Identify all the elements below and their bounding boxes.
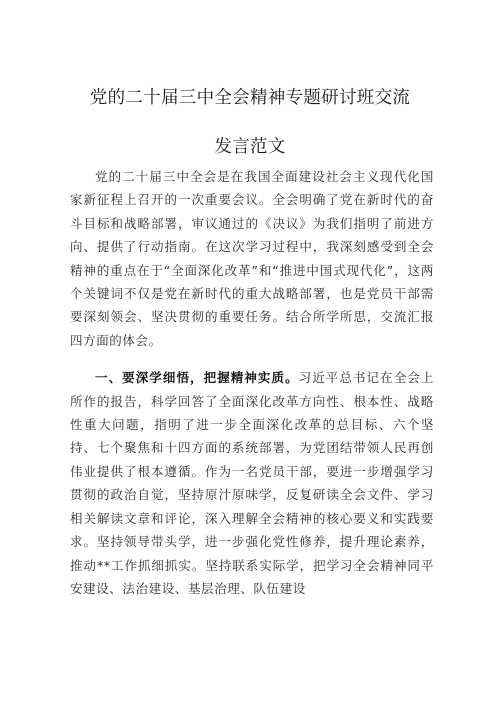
section-1-text: 习近平总书记在全会上所作的报告，科学回答了全面深化改革方向性、根本性、战略性重大问题，指明了进一步全面深化改革的总目标、六个坚持、七个聚焦和十四方面的系统部署，为党团结带领人民再创伟业提供了根本遵循。作为一名党员干部，要进一步增强学习贯彻的政治自觉，坚持原汁原味学，反复研读全会文件、学习相关解读文章和评论，深入理解全会精神的核心要义和实践要求。坚持领导带头学，进一步强化党性修养，提升理论素养，推动**工作抓细抓实。坚持联系实际学，把学习全会精神同平安建设、法治建设、基层治理、队伍建设 — [70, 370, 434, 596]
document-body — [70, 165, 434, 614]
document-title-line1: 党的二十届三中全会精神专题研讨班交流 — [89, 88, 411, 108]
section-1-heading: 一、要深学细悟，把握精神实质。 — [95, 370, 299, 386]
intro-paragraph: 党的二十届三中全会是在我国全面建设社会主义现代化国家新征程上召开的一次重要会议。全会明确了党在新时代的奋斗目标和战略部署，审议通过的《决议》为我们指明了前进方向、提供了行动指南。在这次学习过程中，我深刻感受到全会精神的重点在于“全面深化改革”和“推进中国式现代化”，这两个关键词不仅是党在新时代的重大战略部署，也是党员干部需要深刻领会、坚决贯彻的重要任务。结合所学所思，交流汇报四方面的体会。 — [70, 169, 434, 348]
document-title-line2: 发言范文 — [214, 137, 286, 157]
section-1-paragraph — [70, 366, 434, 600]
